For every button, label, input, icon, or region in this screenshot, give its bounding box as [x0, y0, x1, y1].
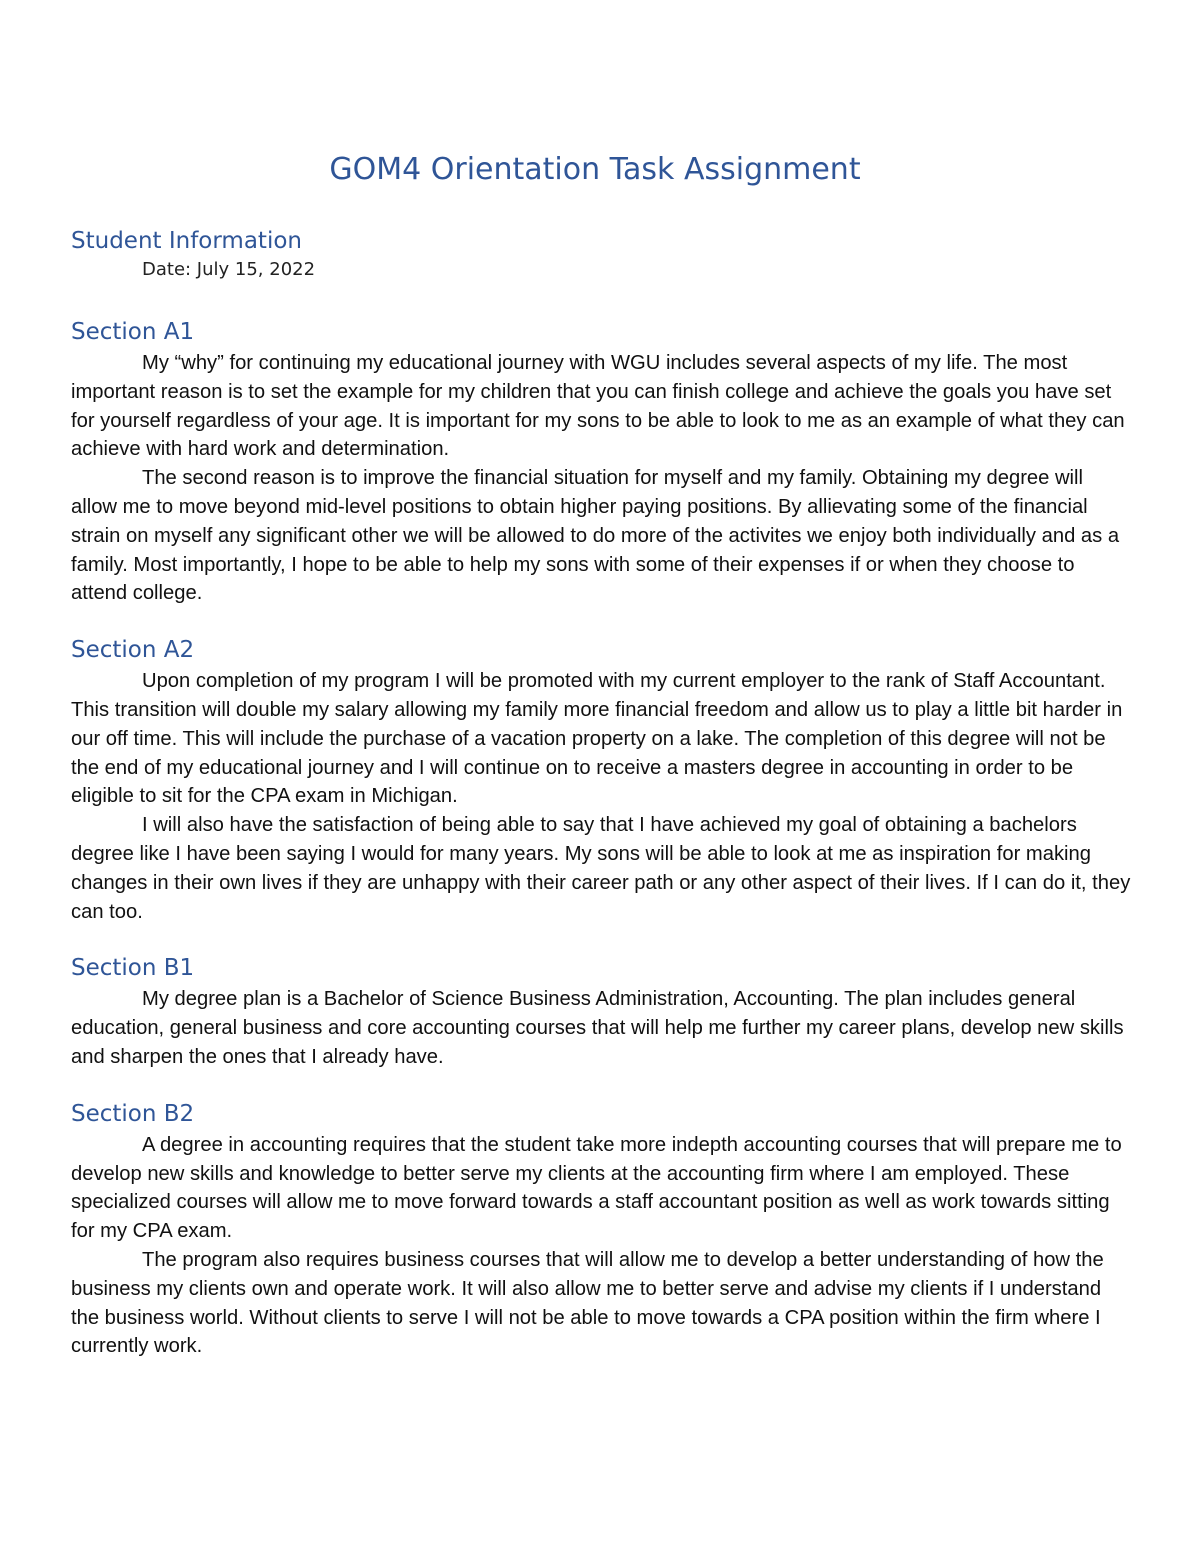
- section-heading: Section B2: [71, 1100, 195, 1127]
- section-a1: [71, 315, 1131, 608]
- student-information-heading: Student Information: [71, 228, 302, 254]
- paragraph: My degree plan is a Bachelor of Science Business Administration, Accounting. The plan includes general education, general business and core accounting courses that will help me further my career plans, develop new skills and sharpen the ones that I already have.: [71, 988, 1124, 1068]
- paragraph: The second reason is to improve the financial situation for myself and my family. Obtaining my degree will allow me to move beyond mid-level positions to obtain higher paying positions. By allievating some of the financial strain on myself any significant other we will be allowed to do more of the activites we enjoy both individually and as a family. Most importantly, I hope to be able to help my sons with some of their expenses if or when they choose to attend college.: [71, 467, 1120, 605]
- student-information-section: [71, 224, 1131, 282]
- date-line: Date: July 15, 2022: [142, 259, 316, 280]
- paragraph: My “why” for continuing my educational journey with WGU includes several aspects of my life. The most important reason is to set the example for my children that you can finish college and achieve the goals you have set for yourself regardless of your age. It is important for my sons to be able to look to me as an example of what they can achieve with hard work and determination.: [71, 352, 1125, 461]
- document-title: GOM4 Orientation Task Assignment: [329, 152, 861, 187]
- section-heading: Section A1: [71, 319, 195, 345]
- paragraph: I will also have the satisfaction of being able to say that I have achieved my goal of obtaining a bachelors degree like I have been saying I would for many years. My sons will be able to look at me as inspiration for making changes in their own lives if they are unhappy with their career path or any other aspect of their lives. If I can do it, they can too.: [71, 814, 1131, 923]
- section-b2: [71, 1097, 1131, 1361]
- section-a2: [71, 633, 1131, 926]
- section-heading: Section A2: [71, 637, 195, 664]
- paragraph: The program also requires business courses that will allow me to develop a better understanding of how the business my clients own and operate work. It will also allow me to better serve and advise my clients if I understand the business world. Without clients to serve I will not be able to move towards a CPA position within the firm where I currently work.: [71, 1248, 1104, 1358]
- section-heading: Section B1: [71, 955, 195, 982]
- paragraph: Upon completion of my program I will be promoted with my current employer to the rank of Staff Accountant. This transition will double my salary allowing my family more financial freedom and allow us to play a little bit harder in our off time. This will include the purchase of a vacation property on a lake. The completion of this degree will not be the end of my educational journey and I will continue on to receive a masters degree in accounting in order to be eligible to sit for the CPA exam in Michigan.: [71, 670, 1123, 808]
- document-body: [71, 224, 1131, 1361]
- paragraph: A degree in accounting requires that the student take more indepth accounting courses that will prepare me to develop new skills and knowledge to better serve my clients at the accounting firm where I am employed. These specialized courses will allow me to move forward towards a staff accountant position as well as work towards sitting for my CPA exam.: [71, 1133, 1122, 1243]
- section-b1: [71, 951, 1131, 1071]
